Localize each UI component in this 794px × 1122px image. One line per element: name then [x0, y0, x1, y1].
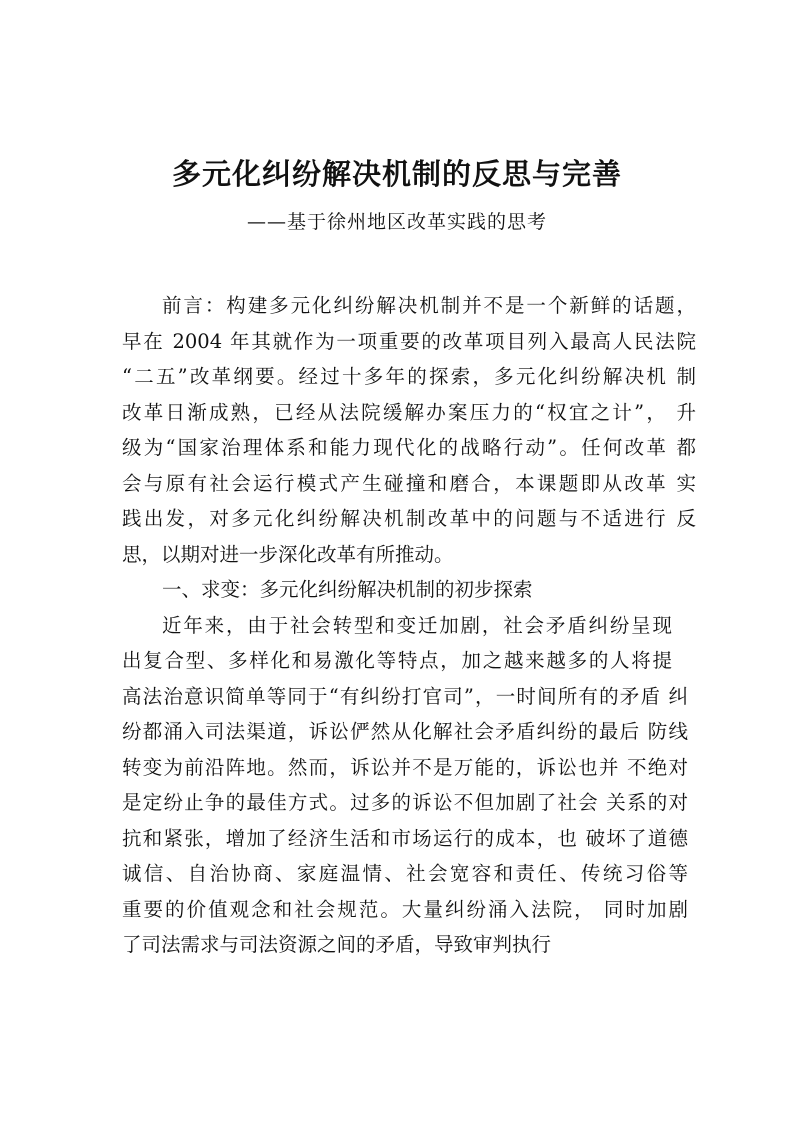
text-line: 纷都涌入司法渠道，诉讼俨然从化解社会矛盾纠纷的最后 防线	[122, 720, 688, 743]
text-line: 了司法需求与司法资源之间的矛盾，导致审判执行	[122, 933, 552, 956]
text-line: 转变为前沿阵地。然而，诉讼并不是万能的，诉讼也并 不绝对	[122, 755, 688, 779]
text-line: 级为“国家治理体系和能力现代化的战略行动”。任何改革 都	[122, 436, 696, 459]
section-heading	[122, 572, 696, 608]
text-line: 诚信、自治协商、家庭温情、社会宽容和责任、传统习俗等	[122, 862, 688, 885]
text-line: 重要的价值观念和社会规范。大量纠纷涌入法院， 同时加剧	[122, 897, 688, 921]
text-line: 早在 2004 年其就作为一项重要的改革项目列入最高人民法院	[122, 329, 696, 353]
paragraph-body	[122, 608, 696, 963]
text-line: 抗和紧张，增加了经济生活和市场运行的成本，也 破坏了道德	[122, 826, 688, 850]
text-line: 高法治意识简单等同于“有纠纷打官司”，一时间所有的矛盾 纠	[122, 684, 688, 708]
text-line: 前言：构建多元化纠纷解决机制并不是一个新鲜的话题，	[162, 294, 696, 317]
section-heading-text: 一、求变：多元化纠纷解决机制的初步探索	[162, 578, 533, 601]
text-line: “二五”改革纲要。经过十多年的探索，多元化纠纷解决机 制	[122, 365, 696, 388]
document-body	[122, 288, 696, 963]
document-title: 多元化纠纷解决机制的反思与完善	[171, 157, 622, 191]
text-line: 出复合型、多样化和易激化等特点，加之越来越多的人将提	[122, 649, 672, 672]
text-line: 近年来，由于社会转型和变迁加剧，社会矛盾纠纷呈现	[162, 613, 672, 637]
text-line: 改革日渐成熟，已经从法院缓解办案压力的“权宜之计”， 升	[122, 400, 696, 424]
text-line: 思，以期对进一步深化改革有所推动。	[122, 542, 454, 566]
text-line: 践出发，对多元化纠纷解决机制改革中的问题与不适进行 反	[122, 507, 696, 530]
text-line: 是定纷止争的最佳方式。过多的诉讼不但加剧了社会 关系的对	[122, 791, 688, 814]
text-line: 会与原有社会运行模式产生碰撞和磨合，本课题即从改革 实	[122, 471, 696, 495]
paragraph-preface	[122, 288, 696, 572]
document-subtitle: ——基于徐州地区改革实践的思考	[246, 211, 547, 233]
